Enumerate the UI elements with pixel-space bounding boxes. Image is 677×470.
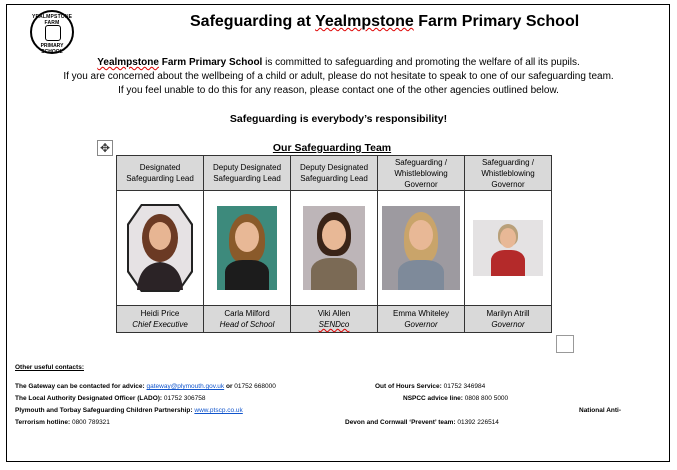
member-name-cell: Marilyn Atrill Governor xyxy=(465,306,552,333)
photo-cell xyxy=(291,191,378,306)
photo-cell xyxy=(117,191,204,306)
team-title: Our Safeguarding Team xyxy=(272,142,392,154)
member-photo xyxy=(382,206,460,290)
intro-line-1: Yealmpstone Farm Primary School is committed to safeguarding and promoting the welfare of all its pupils. xyxy=(97,57,580,68)
ptscp-contact: Plymouth and Torbay Safeguarding Children Partnership: www.ptscp.co.uk xyxy=(15,407,243,414)
position-cell: Deputy Designated Safeguarding Lead xyxy=(291,156,378,191)
member-photo xyxy=(127,202,193,294)
gateway-contact: The Gateway can be contacted for advice: gateway@plymouth.gov.uk or 01752 668000 xyxy=(15,383,276,390)
gateway-email-link[interactable]: gateway@plymouth.gov.uk xyxy=(146,383,225,390)
member-name-cell: Viki Allen SENDco xyxy=(291,306,378,333)
logo-emblem-icon xyxy=(45,25,61,41)
logo-bottom-text: PRIMARY SCHOOL xyxy=(40,43,64,55)
photo-cell xyxy=(204,191,291,306)
page-title: Safeguarding at Yealmpstone Farm Primary School xyxy=(190,13,580,30)
table-move-handle-icon[interactable]: ✥ xyxy=(97,140,113,156)
member-name-cell: Emma Whiteley Governor xyxy=(378,306,465,333)
national-anti-terrorism-label: National Anti- xyxy=(579,407,622,414)
member-photo xyxy=(303,206,365,290)
position-cell: Designated Safeguarding Lead xyxy=(117,156,204,191)
ptscp-link[interactable]: www.ptscp.co.uk xyxy=(194,407,243,414)
member-photo xyxy=(217,206,277,290)
logo-top-text: YEALMPSTONE FARM xyxy=(32,14,73,26)
lado-contact: The Local Authority Designated Officer (LADO): 01752 306758 xyxy=(15,395,206,402)
position-cell: Deputy Designated Safeguarding Lead xyxy=(204,156,291,191)
member-photo xyxy=(473,220,543,276)
member-name-cell: Carla Milford Head of School xyxy=(204,306,291,333)
anti-terrorism-contact: Terrorism hotline: 0800 789321 xyxy=(15,419,110,426)
photo-cell xyxy=(465,191,552,306)
out-of-hours-contact: Out of Hours Service: 01752 346984 xyxy=(375,383,486,390)
position-cell: Safeguarding / Whistleblowing Governor xyxy=(465,156,552,191)
position-cell: Safeguarding / Whistleblowing Governor xyxy=(378,156,465,191)
school-logo xyxy=(30,10,74,54)
nspcc-contact: NSPCC advice line: 0808 800 5000 xyxy=(403,395,509,402)
member-name-cell: Heidi Price Chief Executive xyxy=(117,306,204,333)
intro-line-2: If you are concerned about the wellbeing of a child or adult, please do not hesitate to speak to one of our safeguarding team. xyxy=(63,71,614,82)
intro-line-3: If you feel unable to do this for any reason, please contact one of the other agencies outlined below. xyxy=(118,85,559,96)
contacts-heading: Other useful contacts: xyxy=(15,364,84,371)
slogan: Safeguarding is everybody’s responsibility! xyxy=(229,113,448,125)
table-resize-handle[interactable] xyxy=(556,335,574,353)
photo-cell xyxy=(378,191,465,306)
safeguarding-team-table xyxy=(116,155,552,333)
prevent-contact: Devon and Cornwall ‘Prevent’ team: 01392 226514 xyxy=(345,419,499,426)
